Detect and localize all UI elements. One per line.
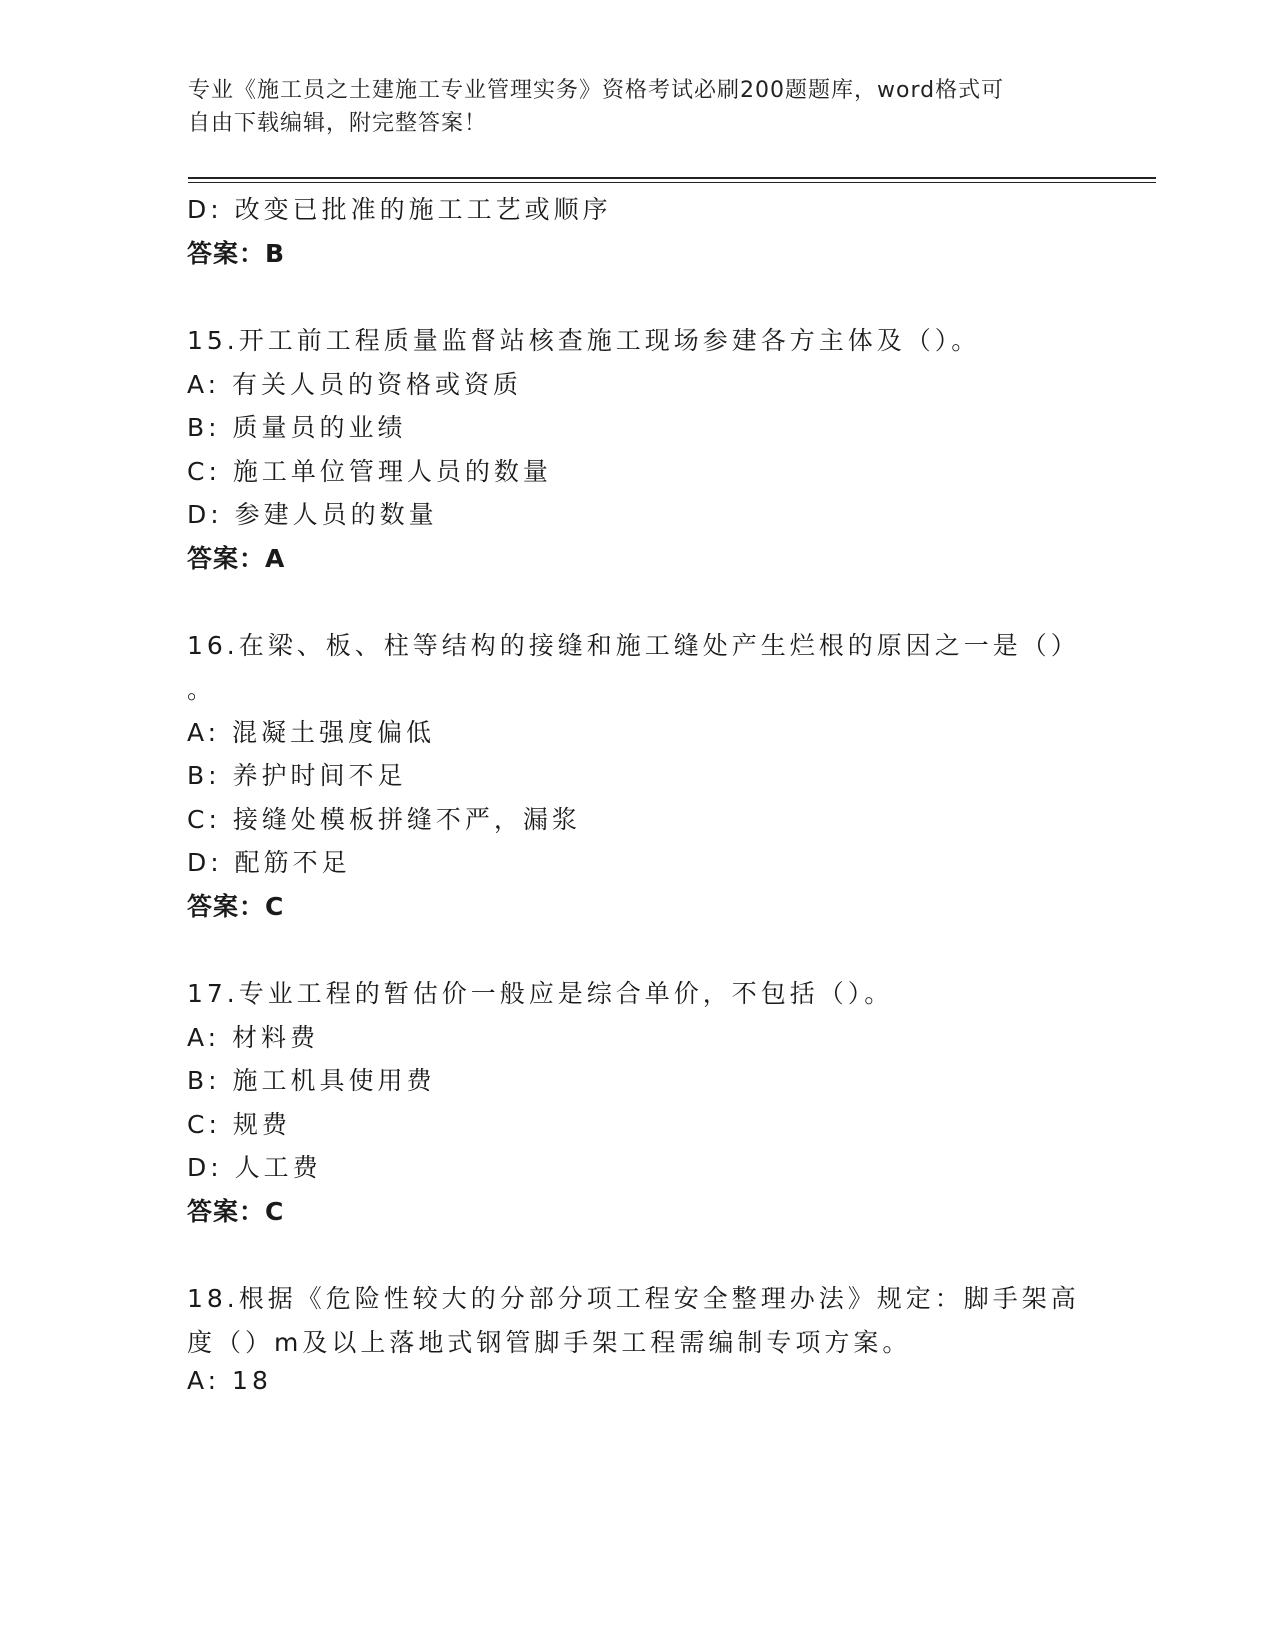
q16-option-a: A: 混凝土强度偏低: [187, 718, 436, 747]
q17-option-b: B: 施工机具使用费: [187, 1066, 436, 1095]
q16-option-d: D: 配筋不足: [187, 848, 351, 877]
q18-stem-line-2: 度（）m及以上落地式钢管脚手架工程需编制专项方案。: [187, 1328, 912, 1357]
q17-option-c: C: 规费: [187, 1110, 291, 1139]
q18-option-a: A: 18: [187, 1366, 272, 1395]
header-line-2: 自由下载编辑，附完整答案！: [188, 111, 488, 136]
q15-answer: 答案：A: [187, 544, 286, 573]
q16-answer: 答案：C: [187, 892, 285, 921]
header-divider-thin: [188, 182, 1156, 183]
q16-stem-line-1: 16.在梁、板、柱等结构的接缝和施工缝处产生烂根的原因之一是（）: [187, 631, 1080, 660]
q17-answer: 答案：C: [187, 1197, 285, 1226]
q14-answer: 答案：B: [187, 239, 286, 268]
q17-option-d: D: 人工费: [187, 1153, 322, 1182]
q17-option-a: A: 材料费: [187, 1023, 320, 1052]
q16-option-b: B: 养护时间不足: [187, 761, 407, 790]
page-header: [188, 74, 1088, 140]
q14-option-d: D: 改变已批准的施工工艺或顺序: [187, 195, 612, 224]
q17-stem: 17.专业工程的暂估价一般应是综合单价，不包括（）。: [187, 979, 894, 1008]
header-line-1: 专业《施工员之土建施工专业管理实务》资格考试必刷200题题库，word格式可: [188, 78, 1005, 103]
q18-stem-line-1: 18.根据《危险性较大的分部分项工程安全整理办法》规定：脚手架高: [187, 1284, 1080, 1313]
q15-option-a: A: 有关人员的资格或资质: [187, 370, 523, 399]
q15-option-c: C: 施工单位管理人员的数量: [187, 457, 552, 486]
header-divider-thick: [188, 177, 1156, 179]
q15-option-d: D: 参建人员的数量: [187, 500, 438, 529]
q15-option-b: B: 质量员的业绩: [187, 413, 407, 442]
q15-stem: 15.开工前工程质量监督站核查施工现场参建各方主体及（）。: [187, 326, 981, 355]
q16-stem-line-2: 。: [187, 675, 217, 704]
q16-option-c: C: 接缝处模板拼缝不严，漏浆: [187, 805, 581, 834]
